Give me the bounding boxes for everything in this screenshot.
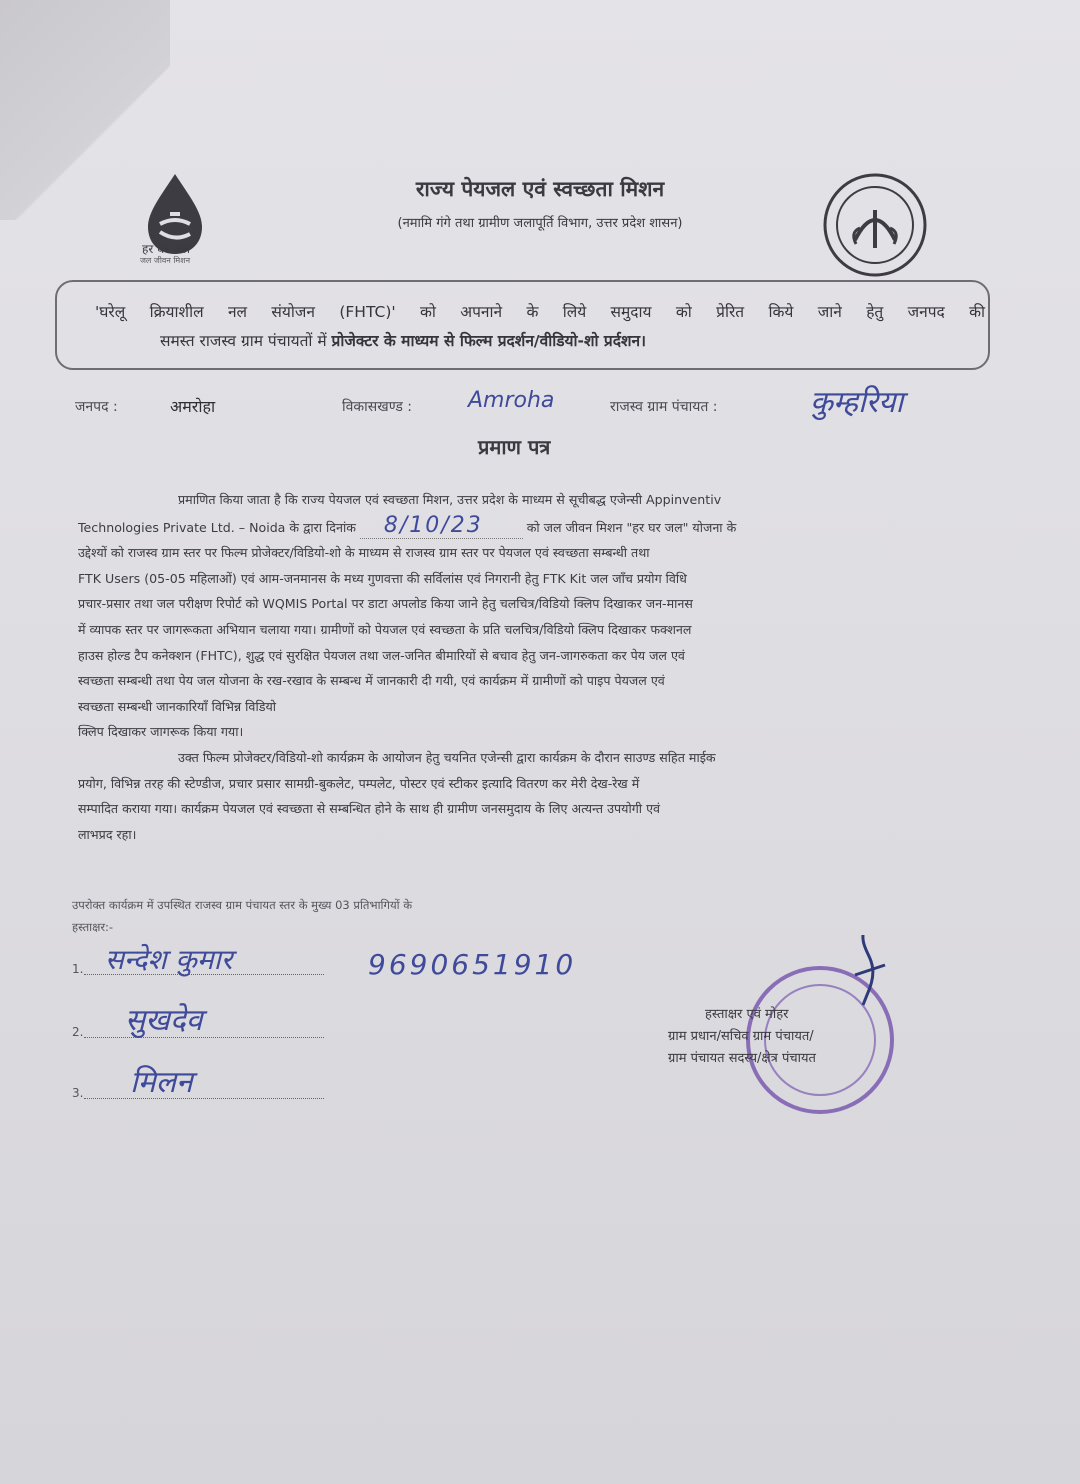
body-line: सम्पादित कराया गया। कार्यक्रम पेयजल एवं स्वच्छता से सम्बन्धित होने के साथ ही ग्रामीण जनसमुदाय के लिए अत्यन्त उपयोगी एवं (78, 801, 661, 817)
body-line: उक्त फिल्म प्रोजेक्टर/विडियो-शो कार्यक्रम के आयोजन हेतु चयनित एजेन्सी द्वारा कार्यक्रम के दौरान साउण्ड सहित माईक (178, 749, 716, 765)
participants-intro: उपरोक्त कार्यक्रम में उपस्थित राजस्व ग्राम पंचायत स्तर के मुख्य 03 प्रतिभागियों के (72, 898, 413, 912)
body-line: में व्यापक स्तर पर जागरूकता अभियान चलाया गया। ग्रामीणों को पेयजल एवं स्वच्छता के प्रति चलचित्र/विडियो क्लिप दिखाकर फक्शनल (78, 621, 692, 637)
signatory-line-1: हस्ताक्षर एवं मोहर (705, 1007, 789, 1022)
logo-subcaption: जल जीवन मिशन (140, 256, 191, 265)
panchayat-label: राजस्व ग्राम पंचायत : (610, 399, 718, 415)
participant-signature: सन्देश कुमार (105, 943, 233, 976)
banner-line-2-text: समस्त राजस्व ग्राम पंचायतों में (160, 332, 332, 350)
participant-signature: मिलन (130, 1065, 193, 1100)
body-line: स्वच्छता सम्बन्धी जानकारियाँ विभिन्न विडियो (78, 698, 277, 714)
stamp-icon (735, 935, 905, 1115)
district-value: अमरोहा (170, 397, 216, 416)
block-label: विकासखण्ड : (342, 399, 413, 415)
participant-signature: सुखदेव (125, 1003, 203, 1038)
certificate-heading: प्रमाण पत्र (478, 435, 551, 459)
panchayat-stamp (735, 935, 905, 1115)
participant-phone: 9690651910 (368, 948, 577, 981)
signature-line (84, 1037, 324, 1038)
body-line-text: को जल जीवन मिशन "हर घर जल" योजना के (526, 519, 737, 535)
signatory-line-2: ग्राम प्रधान/सचिव ग्राम पंचायत/ (668, 1029, 814, 1044)
signature-line (84, 1098, 324, 1099)
participant-number: 3. (72, 1086, 84, 1100)
body-line: FTK Users (05-05 महिलाओं) एवं आम-जनमानस के मध्य गुणवत्ता की सर्विलांस एवं निगरानी हेतु FTK Kit जल जाँच प्रयोग विधि (78, 570, 687, 586)
emblem-icon (820, 170, 930, 280)
banner-box (55, 280, 990, 370)
body-line: हाउस होल्ड टैप कनेक्शन (FHTC), शुद्ध एवं सुरक्षित पेयजल तथा जल-जनित बीमारियों से बचाव हेतु जन-जागरुकता कर पेय जल एवं (78, 647, 685, 663)
up-government-seal (820, 170, 930, 280)
panchayat-value: कुम्हरिया (810, 385, 904, 420)
body-line: क्लिप दिखाकर जागरूक किया गया। (78, 724, 244, 740)
participants-intro-2: हस्ताक्षर:- (72, 920, 114, 934)
body-line: उद्देश्यों को राजस्व ग्राम स्तर पर फिल्म प्रोजेक्टर/विडियो-शो के माध्यम से राजस्व ग्राम स्तर पर पेयजल एवं स्वच्छता सम्बन्धी तथा (78, 545, 650, 561)
logo-caption: हर घर जल (142, 242, 190, 256)
participant-number: 2. (72, 1025, 84, 1039)
body-line: प्रचार-प्रसार तथा जल परीक्षण रिपोर्ट को WQMIS Portal पर डाटा अपलोड किया जाने हेतु चलचित्र/विडियो क्लिप दिखाकर जन-मानस (78, 596, 693, 612)
banner-line-2 (160, 329, 940, 351)
body-line: लाभप्रद रहा। (78, 826, 137, 842)
page-subtitle: (नमामि गंगे तथा ग्रामीण जलापूर्ति विभाग, उत्तर प्रदेश शासन) (397, 216, 683, 231)
body-line: प्रमाणित किया जाता है कि राज्य पेयजल एवं स्वच्छता मिशन, उत्तर प्रदेश के माध्यम से सूचीबद्ध एजेन्सी Appinventiv (178, 492, 722, 507)
banner-line-1: 'घरेलू क्रियाशील नल संयोजन (FHTC)' को अपनाने के लिये समुदाय को प्रेरित किये जाने हेतु जनपद की (95, 303, 985, 321)
body-line: प्रयोग, विभिन्न तरह की स्टेण्डीज, प्रचार प्रसार सामग्री-बुकलेट, पम्पलेट, पोस्टर एवं स्टीकर इत्यादि वितरण कर मेरी देख-रेख में (78, 775, 640, 791)
body-line (78, 513, 1038, 541)
body-line-text: Technologies Private Ltd. – Noida के द्वारा दिनांक (78, 519, 356, 535)
participant-number: 1. (72, 962, 84, 976)
certificate-body (78, 487, 1038, 847)
banner-line-2-bold: प्रोजेक्टर के माध्यम से फिल्म प्रदर्शन/वीडियो-शो प्रर्दशन। (331, 332, 646, 350)
body-line: स्वच्छता सम्बन्धी तथा पेय जल योजना के रख-रखाव के सम्बन्ध में जानकारी दी गयी, एवं कार्यक्रम में ग्रामीणों को पाइप पेयजल एवं (78, 673, 665, 689)
district-label: जनपद : (75, 399, 118, 415)
page-title: राज्य पेयजल एवं स्वच्छता मिशन (415, 177, 665, 201)
block-value: Amroha (468, 388, 555, 413)
program-date: 8/10/23 (360, 513, 523, 539)
signatory-line-3: ग्राम पंचायत सदस्य/क्षेत्र पंचायत (668, 1051, 816, 1066)
